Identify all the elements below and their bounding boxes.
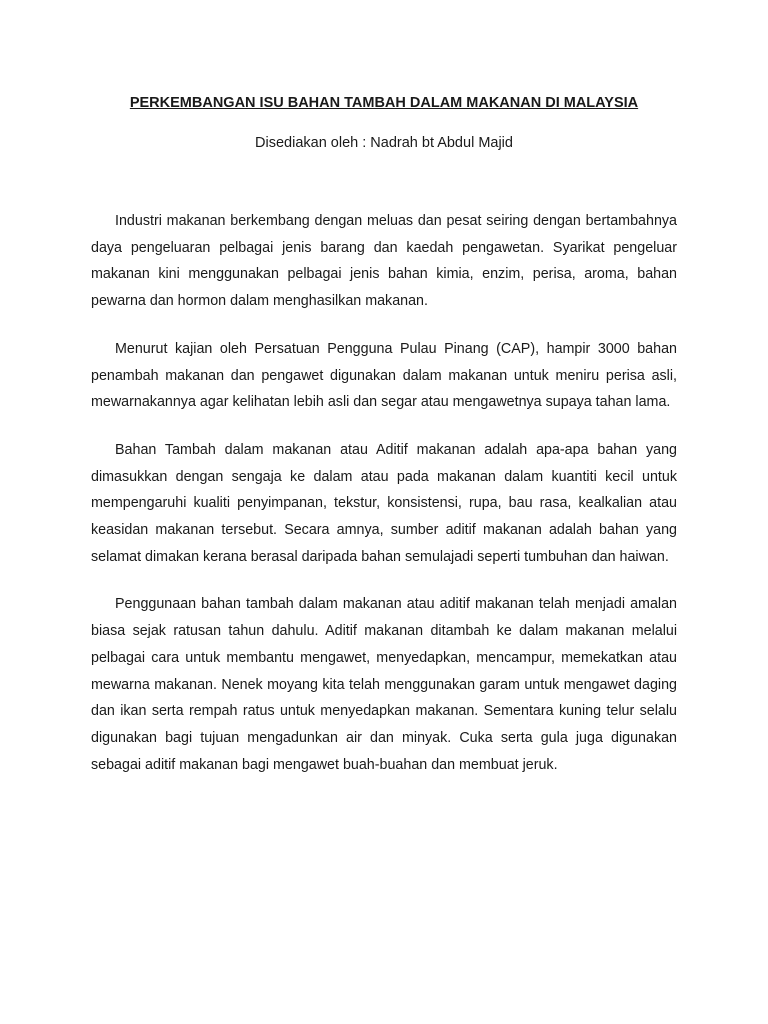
paragraph-3: Bahan Tambah dalam makanan atau Aditif makanan adalah apa-apa bahan yang dimasukkan dengan sengaja ke dalam atau pada makanan dalam kuantiti kecil untuk mempengaruhi kualiti penyimpanan, tekstur, konsistensi, rupa, bau rasa, kealkalian atau keasidan makanan tersebut. Secara amnya, sumber aditif makanan adalah bahan yang selamat dimakan kerana berasal daripada bahan semulajadi seperti tumbuhan dan haiwan. [91,441,677,565]
paragraph-2: Menurut kajian oleh Persatuan Pengguna Pulau Pinang (CAP), hampir 3000 bahan penambah makanan dan pengawet digunakan dalam makanan untuk meniru perisa asli, mewarnakannya agar kelihatan lebih asli dan segar atau mengawetnya supaya tahan lama. [91,340,677,411]
paragraph-4: Penggunaan bahan tambah dalam makanan atau aditif makanan telah menjadi amalan biasa sejak ratusan tahun dahulu. Aditif makanan ditambah ke dalam makanan melalui pelbagai cara untuk membantu mengawet, menyedapkan, mencampur, memekatkan atau mewarna makanan. Nenek moyang kita telah menggunakan garam untuk mengawet daging dan ikan serta rempah ratus untuk menyedapkan makanan. Sementara kuning telur selalu digunakan bagi tujuan mengadunkan air dan minyak. Cuka serta gula juga digunakan sebagai aditif makanan bagi mengawet buah-buahan dan membuat jeruk. [91,596,677,773]
document-body [91,208,677,799]
document-title: PERKEMBANGAN ISU BAHAN TAMBAH DALAM MAKANAN DI MALAYSIA [129,95,639,111]
author-line: Disediakan oleh : Nadrah bt Abdul Majid [255,135,513,151]
paragraph-1: Industri makanan berkembang dengan meluas dan pesat seiring dengan bertambahnya daya pengeluaran pelbagai jenis barang dan kaedah pengawetan. Syarikat pengeluar makanan kini menggunakan pelbagai jenis bahan kimia, enzim, perisa, aroma, bahan pewarna dan hormon dalam menghasilkan makanan. [91,213,677,310]
